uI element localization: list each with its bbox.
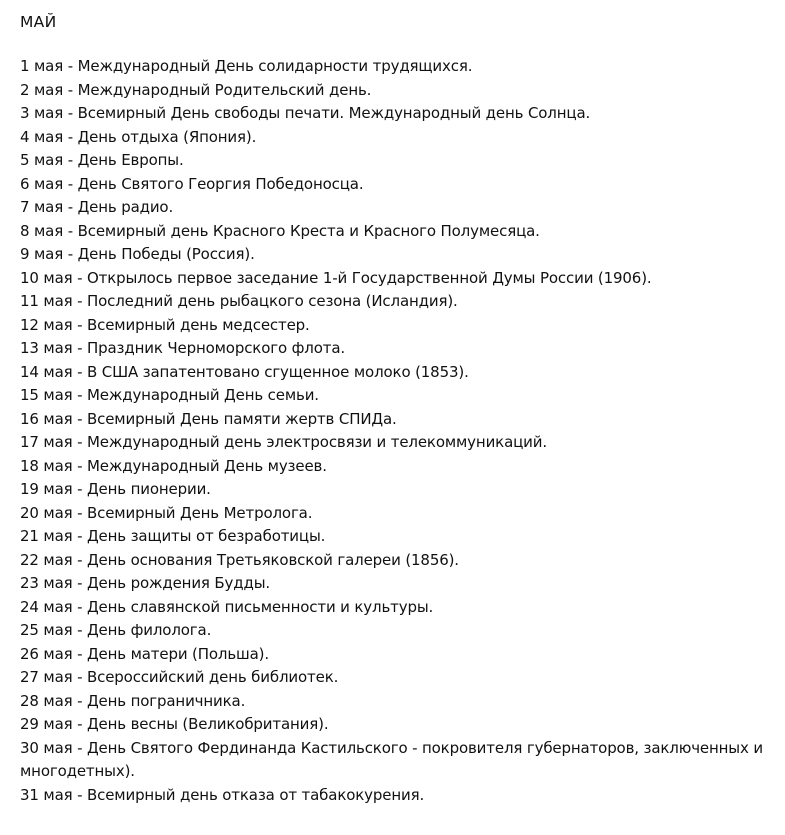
list-item: 25 мая - День филолога. [20,621,212,639]
list-item: 19 мая - День пионерии. [20,480,211,498]
list-item: 11 мая - Последний день рыбацкого сезона (Исландия). [20,292,458,310]
list-item: 17 мая - Международный день электросвязи и телекоммуникаций. [20,433,547,451]
list-item: 14 мая - В США запатентовано сгущенное молоко (1853). [20,362,469,381]
list-item: 12 мая - Всемирный день медсестер. [20,315,310,334]
list-item: 29 мая - День весны (Великобритания). [20,715,329,733]
list-item: 13 мая - Праздник Черноморского флота. [20,339,345,357]
list-item: 28 мая - День пограничника. [20,691,246,710]
page-title: МАЙ [20,13,57,31]
list-item: 4 мая - День отдыха (Япония). [20,127,257,146]
list-item: 23 мая - День рождения Будды. [20,574,271,592]
list-item: 8 мая - Всемирный день Красного Креста и Красного Полумесяца. [20,221,540,240]
list-item: 3 мая - Всемирный День свободы печати. Международный день Солнца. [20,104,591,122]
list-item: 2 мая - Международный Родительский день. [20,80,372,99]
list-item: 18 мая - Международный День музеев. [20,456,327,475]
list-item: 5 мая - День Европы. [20,151,184,169]
list-item: 6 мая - День Святого Георгия Победоносца. [20,174,364,193]
list-item: 21 мая - День защиты от безработицы. [20,527,326,545]
list-item: 22 мая - День основания Третьяковской галереи (1856). [20,550,459,569]
list-item: 16 мая - Всемирный День памяти жертв СПИДа. [20,409,397,428]
list-item: 27 мая - Всероссийский день библиотек. [20,668,339,686]
list-item: 15 мая - Международный День семьи. [20,386,319,404]
list-item: 24 мая - День славянской письменности и культуры. [20,597,434,616]
list-item: 10 мая - Открылось первое заседание 1-й Государственной Думы России (1906). [20,268,652,287]
list-item: 1 мая - Международный День солидарности трудящихся. [20,57,473,75]
list-item: 20 мая - Всемирный День Метролога. [20,503,313,522]
list-item: 9 мая - День Победы (Россия). [20,245,255,263]
list-item: 30 мая - День Святого Фердинанда Кастильского - покровителя губернаторов, заключенных и многодетных). [20,738,763,780]
holiday-list [20,55,765,807]
list-item: 26 мая - День матери (Польша). [20,644,269,663]
list-item: 31 мая - Всемирный день отказа от табакокурения. [20,785,425,804]
list-item: 7 мая - День радио. [20,198,174,216]
